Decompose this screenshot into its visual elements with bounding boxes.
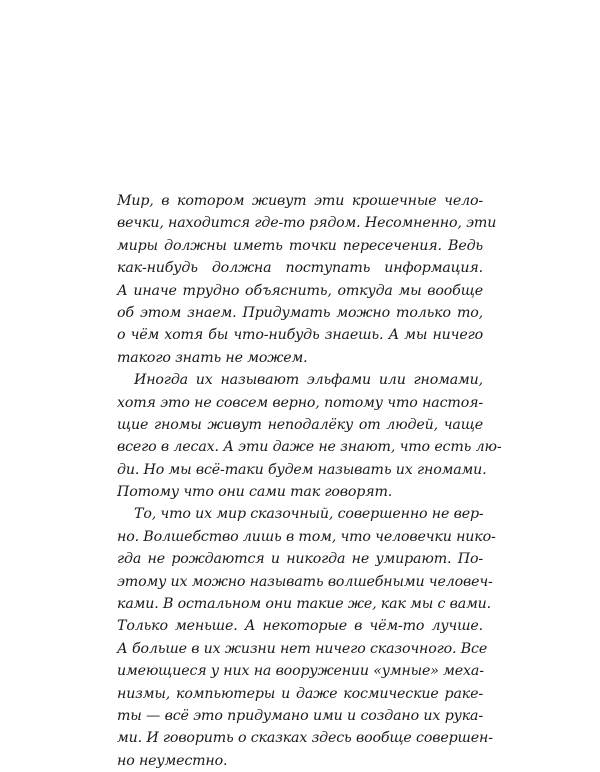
text-line: А больше в их жизни нет ничего сказочного. Все (117, 640, 488, 657)
text-line: ди. Но мы всё-таки будем называть их гномами. (117, 461, 487, 478)
text-line: этому их можно называть волшебными человеч- (117, 573, 493, 590)
text-line: имеющиеся у них на вооружении «умные» меха- (117, 663, 484, 680)
text-line: гда не рождаются и никогда не умирают. По- (117, 551, 483, 568)
text-line: ками. В остальном они такие же, как мы с вами. (117, 596, 492, 613)
text-line: То, что их мир сказочный, совершенно не вер- (134, 506, 484, 523)
text-line: такого знать не можем. (117, 349, 308, 366)
text-line: Потому что они сами так говорят. (117, 484, 393, 501)
text-line: ми. И говорить о сказках здесь вообще совершен- (117, 730, 493, 747)
text-line: щие гномы живут неподалёку от людей, чаще (117, 416, 483, 433)
text-line: как-нибудь должна поступать информация. (117, 260, 483, 277)
text-line: хотя это не совсем верно, потому что настоя- (117, 394, 483, 411)
text-line: Мир, в котором живут эти крошечные чело- (117, 193, 483, 209)
text-line: ты — всё это придумано ими и создано их рука- (117, 707, 483, 724)
text-line: об этом знаем. Придумать можно только то, (117, 304, 483, 321)
text-line: но. Волшебство лишь в том, что человечки нико- (117, 528, 496, 545)
text-line: вечки, находится где-то рядом. Несомненно, эти (117, 215, 497, 232)
text-line: миры должны иметь точки пересечения. Ведь (117, 237, 483, 254)
text-line: всего в лесах. А эти даже не знают, что есть лю- (117, 439, 502, 456)
text-line: А иначе трудно объяснить, откуда мы вообще (117, 282, 483, 299)
text-line: о чём хотя бы что-нибудь знаешь. А мы ничего (117, 327, 483, 344)
text-line: но неуместно. (117, 752, 228, 769)
text-line: Иногда их называют эльфами или гномами, (134, 372, 483, 389)
text-line: Только меньше. А некоторые в чём-то лучше. (117, 618, 483, 635)
body-text (117, 190, 502, 772)
text-line: низмы, компьютеры и даже космические раке- (117, 685, 483, 702)
